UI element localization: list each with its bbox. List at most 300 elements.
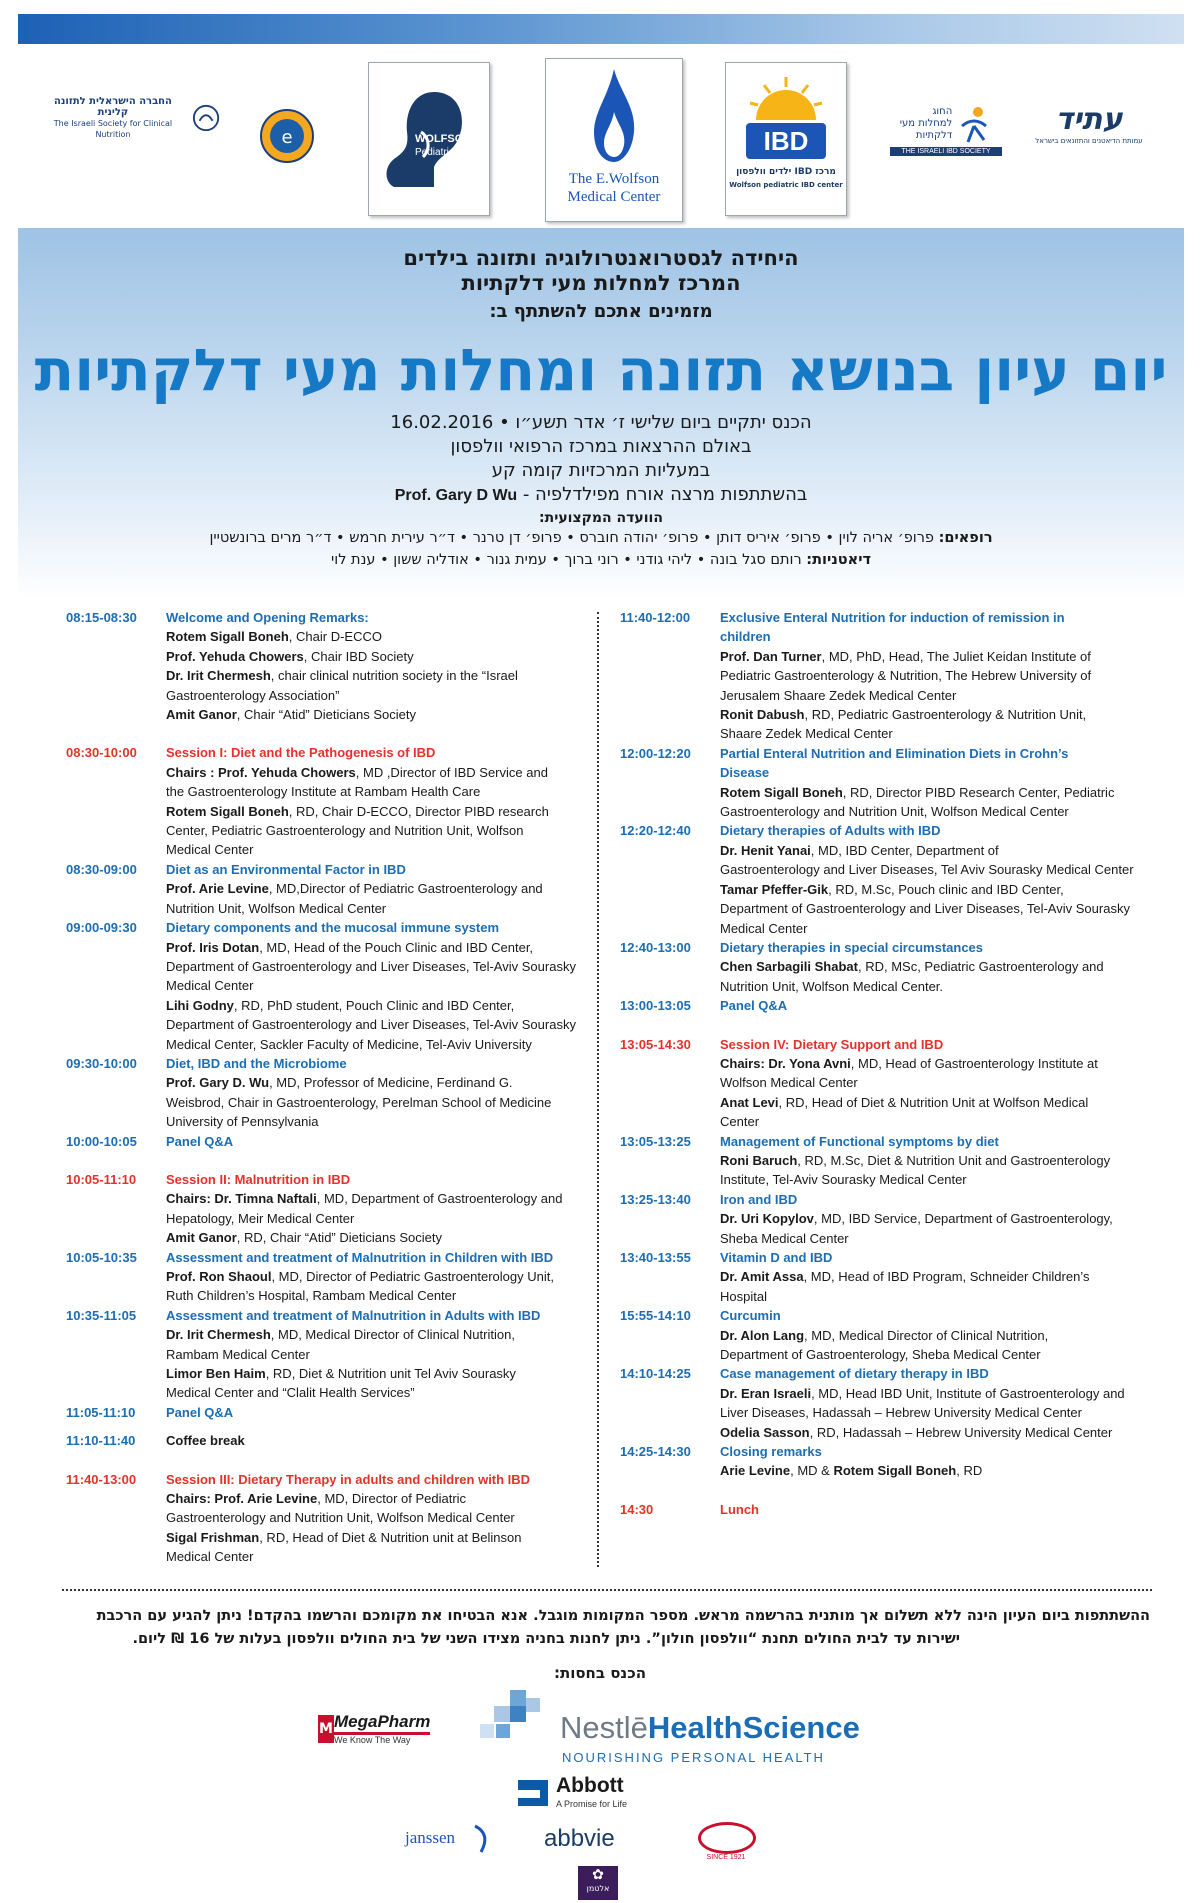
speaker-detail: Rambam Medical Center (166, 1346, 310, 1362)
speaker-name: Sigal Frishman (166, 1529, 260, 1545)
schedule-entry (66, 1431, 586, 1450)
speaker-line (166, 1325, 586, 1344)
speaker-line (720, 783, 1145, 802)
session-content (720, 744, 1145, 822)
speaker-name: Rotem Sigall Boneh (166, 629, 289, 645)
speaker-line (166, 957, 586, 976)
schedule-entry (66, 918, 586, 1054)
sun-icon (746, 75, 826, 125)
ibd-society-en: THE ISRAELI IBD SOCIETY (890, 147, 1002, 156)
running-figure-icon (956, 106, 992, 144)
speaker-detail: , MD, Head of the Pouch Clinic and IBD Center, (259, 939, 534, 955)
speaker-line (166, 1073, 586, 1092)
session-content (166, 1248, 586, 1306)
venue-line-1: באולם ההרצאות במרכז הרפואי וולפסון (450, 436, 752, 457)
session-title: Dietary components and the mucosal immune system (166, 920, 500, 936)
schedule-entry (66, 608, 586, 724)
session-time: 08:30-09:00 (66, 861, 137, 877)
speaker-line (720, 880, 1145, 899)
page-title: יום עיון בנושא תזונה ומחלות מעי דלקתיות (34, 336, 1168, 404)
speaker-detail: , MD, Medical Director of Clinical Nutrition, (270, 1327, 515, 1343)
speaker-line (166, 1547, 586, 1566)
speaker-name: Prof. Yehuda Chowers (166, 648, 304, 664)
schedule-entry (620, 1500, 1145, 1519)
session-content (720, 996, 1145, 1015)
speaker-detail: , MD,Director of Pediatric Gastroenterology and (268, 881, 543, 897)
speaker-detail: , MD, IBD Center, Department of (810, 842, 999, 858)
speaker-detail: Pediatric Gastroenterology & Nutrition, The Hebrew University of (720, 668, 1092, 684)
materna-oval (698, 1822, 756, 1854)
session-content (166, 608, 586, 724)
session-title: Session I: Diet and the Pathogenesis of IBD (166, 745, 436, 761)
abbott-mark-icon (516, 1778, 550, 1808)
speaker-detail: University of Pennsylvania (166, 1114, 319, 1130)
speaker-detail: , MD & (790, 1463, 834, 1479)
session-time: 14:10-14:25 (620, 1366, 691, 1382)
ibd-society-he2: למחלות מעי (899, 118, 953, 129)
speaker-line (166, 627, 586, 646)
session-content (166, 1403, 586, 1422)
session-title: Session IV: Dietary Support and IBD (720, 1036, 944, 1052)
janssen-name: janssen (405, 1828, 456, 1847)
speaker-detail: , RD, Pediatric Gastroenterology & Nutrition Unit, (804, 707, 1087, 723)
speaker-line (166, 976, 586, 995)
speaker-detail: Ruth Children’s Hospital, Rambam Medical Center (166, 1288, 457, 1304)
speaker-detail: Weisbrod, Chair in Gastroenterology, Perelman School of Medicine (166, 1094, 552, 1110)
atid-logo (1034, 102, 1144, 145)
schedule-entry (66, 1170, 586, 1248)
session-title: Lunch (720, 1501, 759, 1517)
logo-strip (18, 44, 1184, 228)
speaker-line (720, 1209, 1145, 1228)
schedule-entry (620, 1364, 1145, 1442)
speaker-detail: Gastroenterology and Nutrition Unit, Wolfson Medical Center (166, 1510, 515, 1526)
session-title: Diet as an Environmental Factor in IBD (166, 861, 406, 877)
speaker-line (720, 957, 1145, 976)
speaker-line (166, 1267, 586, 1286)
schedule-entry (620, 996, 1145, 1015)
session-time: 11:10-11:40 (66, 1433, 136, 1449)
speaker-detail: , RD, PhD student, Pouch Clinic and IBD Center, (233, 997, 515, 1013)
schedule-entry (66, 1054, 586, 1132)
speaker-line (720, 841, 1145, 860)
speaker-line (720, 977, 1145, 996)
wolfson-center-name: The E.Wolfson (568, 171, 660, 187)
speaker-detail: the Gastroenterology Institute at Rambam Health Care (166, 784, 481, 800)
wolfson-gi-sub: Pediatric GI (415, 147, 468, 158)
speaker-line (166, 705, 586, 724)
speaker-detail: Gastroenterology and Liver Diseases, Tel Aviv Sourasky Medical Center (720, 862, 1134, 878)
society-emblem-icon (259, 108, 315, 164)
speaker-detail: , RD, Director PIBD Research Center, Pediatric (842, 784, 1115, 800)
speaker-name: Dr. Irit Chermesh (166, 668, 271, 684)
speaker-line (166, 879, 586, 898)
speaker-line (166, 938, 586, 957)
speaker-line (166, 1508, 586, 1527)
venue-line-2: במעליות המרכזיות קומה קע (491, 460, 711, 481)
session-title: Diet, IBD and the Microbiome (166, 1055, 347, 1071)
speaker-name: Chairs: Prof. Arie Levine (166, 1491, 318, 1507)
speaker-name: Arie Levine (720, 1463, 791, 1479)
speaker-detail: Department of Gastroenterology, Sheba Medical Center (720, 1347, 1041, 1363)
ibd-center-he: מרכז IBD ילדים וולפסון (736, 167, 836, 177)
speaker-line (720, 860, 1145, 879)
speaker-line (166, 782, 586, 801)
speaker-line (720, 1054, 1145, 1073)
session-title: Assessment and treatment of Malnutrition in Adults with IBD (166, 1307, 541, 1323)
speaker-detail: , MD, Head IBD Unit, Institute of Gastroenterology and (811, 1385, 1125, 1401)
doctors-list: פרופ׳ אריה לוין • פרופ׳ איריס דותן • פרופ׳ יהודה חוברס • פרופ׳ דן טרנר • ד״ר עירית חרמש • ד״ר מרים ברונשטיין (209, 530, 934, 546)
speaker-name: Limor Ben Haim (166, 1366, 266, 1382)
session-content (720, 1190, 1145, 1248)
speaker-line (166, 686, 586, 705)
speaker-detail: Medical Center (720, 920, 808, 936)
section-gap (66, 1422, 586, 1431)
speaker-line (720, 1170, 1145, 1189)
session-content (166, 1306, 586, 1403)
speaker-detail: Department of Gastroenterology and Liver Diseases, Tel-Aviv Sourasky (166, 958, 576, 974)
materna-since: SINCE 1921 (706, 1854, 746, 1861)
session-title: Dietary therapies in special circumstances (720, 939, 984, 955)
speaker-line (720, 1267, 1145, 1286)
schedule-left-column (66, 608, 586, 1567)
session-content (166, 1170, 586, 1248)
section-gap (66, 1151, 586, 1170)
speaker-line (720, 1345, 1145, 1364)
speaker-line (166, 1286, 586, 1305)
speaker-detail: Department of Gastroenterology and Liver Diseases, Tel-Aviv Sourasky (166, 1017, 576, 1033)
speaker-name: Chen Sarbagili Shabat (720, 959, 858, 975)
speaker-name: Rotem Sigall Boneh (166, 803, 289, 819)
speaker-line (720, 705, 1145, 724)
session-content (166, 1054, 586, 1132)
megapharm-logo: M MegaPharm We Know The Way (319, 1712, 431, 1745)
session-content (720, 1248, 1145, 1306)
schedule-entry (66, 1248, 586, 1306)
speaker-detail: Department of Gastroenterology and Liver Diseases, Tel-Aviv Sourasky (720, 901, 1130, 917)
wolfson-center-sub: Medical Center (567, 189, 661, 205)
session-time: 12:00-12:20 (620, 745, 691, 761)
speaker-name: Rotem Sigall Boneh (720, 784, 843, 800)
speaker-line (166, 1189, 586, 1208)
schedule-entry (66, 743, 586, 859)
section-gap (66, 1451, 586, 1470)
session-title: Vitamin D and IBD (720, 1250, 833, 1265)
session-title: Case management of dietary therapy in IBD (720, 1366, 989, 1382)
session-content (720, 1364, 1145, 1442)
speaker-line (166, 1364, 586, 1383)
ibd-badge: IBD (746, 123, 826, 159)
session-content (166, 1431, 586, 1450)
speaker-detail: , RD, Chair D-ECCO, Director PIBD research (288, 803, 549, 819)
speaker-name: Ronit Dabush (720, 707, 805, 723)
session-content (720, 938, 1145, 996)
svg-text:e: e (281, 127, 293, 148)
schedule-entry (620, 744, 1145, 822)
speaker-line (720, 1287, 1145, 1306)
wolfson-gi-logo (368, 62, 490, 216)
session-content (166, 1132, 586, 1151)
speaker-name: Amit Ganor (166, 707, 237, 723)
schedule-entry (66, 860, 586, 918)
schedule-entry (66, 1470, 586, 1567)
speaker-detail: Medical Center, Sackler Faculty of Medicine, Tel-Aviv University (166, 1036, 532, 1052)
speaker-line (166, 1209, 586, 1228)
speaker-line (166, 666, 586, 685)
speaker-line (720, 919, 1145, 938)
section-gap (66, 724, 586, 743)
speaker-detail: Medical Center and “Clalit Health Services” (166, 1385, 415, 1401)
speaker-line (720, 1229, 1145, 1248)
session-time: 13:05-14:30 (620, 1036, 691, 1052)
session-time: 08:15-08:30 (66, 610, 137, 625)
israeli-society-en: The Israeli Society for Clinical Nutrition (53, 119, 173, 139)
flame-icon (584, 67, 644, 167)
speaker-detail: , Chair “Atid” Dieticians Society (236, 707, 416, 723)
ibd-society-he1: החוג (932, 106, 953, 117)
schedule-entry (66, 1132, 586, 1151)
speaker-detail: , Chair IBD Society (303, 648, 414, 664)
speaker-detail: , RD, Diet & Nutrition unit Tel Aviv Sourasky (265, 1366, 516, 1382)
session-time: 12:20-12:40 (620, 823, 691, 839)
altman-logo: ✿ אלטמן (578, 1866, 618, 1900)
speaker-name: Roni Baruch (720, 1152, 798, 1168)
speaker-line (166, 1093, 586, 1112)
speaker-line (720, 647, 1145, 666)
session-content (166, 1470, 586, 1567)
speaker-detail: Hepatology, Meir Medical Center (166, 1210, 355, 1226)
speaker-detail: , RD, Head of Diet & Nutrition Unit at Wolfson Medical (778, 1094, 1089, 1110)
israeli-society-he: החברה הישראלית לתזונה קלינית (53, 96, 172, 118)
schedule-entry (620, 938, 1145, 996)
speaker-line (166, 1015, 586, 1034)
abbott-tag: A Promise for Life (556, 1799, 628, 1809)
speaker-line (720, 1151, 1145, 1170)
speaker-name: Chairs : Prof. Yehuda Chowers (166, 764, 356, 780)
speaker-name: Dr. Amit Assa (720, 1269, 804, 1285)
session-time: 13:05-13:25 (620, 1133, 691, 1149)
session-time: 13:25-13:40 (620, 1191, 691, 1207)
nestle-name: Nestlē (560, 1710, 648, 1745)
speaker-line (166, 840, 586, 859)
schedule-entry (620, 1132, 1145, 1190)
schedule-entry (66, 1403, 586, 1422)
speaker-line (166, 821, 586, 840)
session-title: Panel Q&A (166, 1404, 234, 1420)
speaker-detail: Institute, Tel-Aviv Sourasky Medical Center (720, 1172, 967, 1188)
nestle-healthscience: HealthScience (647, 1710, 860, 1745)
speaker-detail: Wolfson Medical Center (720, 1075, 858, 1091)
session-time: 10:35-11:05 (66, 1307, 137, 1323)
session-content (720, 1132, 1145, 1190)
speaker-line (720, 1423, 1145, 1442)
speaker-line (166, 899, 586, 918)
megapharm-name: MegaPharm (334, 1712, 430, 1735)
session-title: Welcome and Opening Remarks: (166, 610, 369, 625)
session-title: Management of Functional symptoms by diet (720, 1133, 999, 1149)
speaker-line (166, 1035, 586, 1054)
session-time: 09:00-09:30 (66, 920, 137, 936)
session-title: Dietary therapies of Adults with IBD (720, 823, 941, 839)
speaker-line (166, 1228, 586, 1247)
schedule-entry (620, 1035, 1145, 1132)
speaker-detail: , RD (956, 1463, 983, 1479)
speaker-line (720, 1112, 1145, 1131)
session-title-cont: Disease (720, 765, 770, 781)
abbvie-logo: abbvie (544, 1825, 615, 1852)
session-title: Session II: Malnutrition in IBD (166, 1171, 351, 1187)
doctors-label: רופאים: (938, 530, 993, 546)
session-time: 14:25-14:30 (620, 1444, 691, 1460)
guest-line (18, 484, 1184, 505)
speaker-line (720, 1093, 1145, 1112)
wolfson-gi-name: WOLFSON (415, 133, 472, 145)
speaker-detail: , MD, Director of Pediatric (317, 1491, 467, 1507)
speaker-detail: Gastroenterology Association” (166, 687, 340, 703)
speaker-line (720, 1073, 1145, 1092)
schedule-right-column (620, 608, 1145, 1519)
speaker-line (166, 647, 586, 666)
speaker-detail: , MD, Department of Gastroenterology and (316, 1191, 563, 1207)
speaker-detail: Hospital (720, 1288, 767, 1304)
schedule-entry (66, 1306, 586, 1403)
speaker-detail: , MD, Head of Gastroenterology Institute at (850, 1055, 1098, 1071)
speaker-detail: Nutrition Unit, Wolfson Medical Center (166, 900, 387, 916)
dietitians-line (18, 552, 1184, 568)
footer-divider (62, 1589, 1152, 1591)
speaker-name: Dr. Henit Yanai (720, 842, 811, 858)
ibd-center-logo (725, 62, 847, 216)
speaker-line (720, 899, 1145, 918)
session-content (720, 1035, 1145, 1132)
speaker-detail: , RD, Chair “Atid” Dieticians Society (236, 1230, 442, 1246)
session-time: 10:00-10:05 (66, 1133, 137, 1149)
session-time: 11:40-13:00 (66, 1471, 137, 1487)
guest-he: בהשתתפות מרצה אורח מפילדלפיה - (522, 484, 808, 505)
altman-name: אלטמן (586, 1884, 610, 1893)
speaker-name: Dr. Irit Chermesh (166, 1327, 271, 1343)
column-divider (597, 612, 599, 1567)
speaker-line (166, 996, 586, 1015)
janssen-swoosh-icon (471, 1824, 493, 1854)
janssen-logo (405, 1828, 505, 1868)
registration-line-1: ההשתתפות ביום העיון הינה ללא תשלום אך מותנית בהרשמה מראש. מספר המקומות מוגבל. אנא הבטיחו את מקומכם והרשמו בהקדם! ניתן להגיע עם הרכבת (96, 1608, 1150, 1624)
speaker-line (166, 1345, 586, 1364)
schedule-entry (620, 1190, 1145, 1248)
session-title: Session III: Dietary Therapy in adults and children with IBD (166, 1471, 531, 1487)
speaker-detail: , RD, M.Sc, Diet & Nutrition Unit and Gastroenterology (797, 1152, 1111, 1168)
speaker-detail: , RD, M.Sc, Pouch clinic and IBD Center, (828, 881, 1064, 897)
speaker-detail: , Chair D-ECCO (288, 629, 382, 645)
top-banner-bar (18, 14, 1184, 44)
session-content (720, 1306, 1145, 1364)
atid-name: עתיד (1055, 102, 1123, 137)
speaker-detail: Medical Center (166, 978, 254, 994)
schedule-entry (620, 1306, 1145, 1364)
speaker-line (720, 686, 1145, 705)
speaker-name: Prof. Ron Shaoul (166, 1269, 272, 1284)
session-time: 14:30 (620, 1501, 654, 1517)
session-title: Iron and IBD (720, 1191, 798, 1207)
speaker-line (720, 1384, 1145, 1403)
speaker-detail: Center, Pediatric Gastroenterology and Nutrition Unit, Wolfson (166, 823, 524, 839)
session-title: Assessment and treatment of Malnutrition in Children with IBD (166, 1249, 554, 1265)
session-time: 10:05-11:10 (66, 1171, 137, 1187)
speaker-detail: , MD, Director of Pediatric Gastroenterology Unit, (271, 1269, 554, 1284)
session-title: Coffee break (166, 1433, 245, 1449)
speaker-line (720, 1326, 1145, 1345)
session-content (720, 1442, 1145, 1481)
dietitians-label: דיאטניות: (806, 552, 871, 568)
speaker-detail: Shaare Zedek Medical Center (720, 726, 893, 742)
sponsor-label: הכנס בחסות: (553, 1664, 647, 1682)
speaker-detail: Sheba Medical Center (720, 1230, 849, 1246)
session-time: 11:05-11:10 (66, 1404, 136, 1420)
session-content (720, 608, 1145, 744)
schedule-entry (620, 1248, 1145, 1306)
clinical-nutrition-icon (192, 103, 220, 133)
speaker-detail: Jerusalem Shaare Zedek Medical Center (720, 687, 957, 703)
unit-name: היחידה לגסטרואנטרולוגיה ותזונה בילדים (403, 246, 799, 270)
cube-icon (480, 1690, 560, 1760)
session-title: Panel Q&A (720, 998, 788, 1014)
speaker-name: Chairs: Dr. Yona Avni (720, 1055, 851, 1071)
registration-line-2: ישירות עד לבית החולים תחנת “וולפסון חולון”. ניתן לחנות בחניה מצידו השני של בית החולים וולפסון בעלות של 16 ₪ ליום. (132, 1631, 960, 1647)
session-title-cont: children (720, 629, 771, 645)
guest-en: Prof. Gary D Wu (394, 487, 518, 504)
megapharm-tag: We Know The Way (334, 1735, 411, 1745)
speaker-name: Chairs: Dr. Timna Naftali (166, 1191, 317, 1207)
ibd-center-en: Wolfson pediatric IBD center (729, 181, 843, 189)
schedule-entry (620, 1442, 1145, 1481)
speaker-detail: Nutrition Unit, Wolfson Medical Center. (720, 978, 944, 994)
ibd-society-he3: דלקתיות (915, 130, 953, 141)
session-content (720, 1500, 1145, 1519)
speaker-line (720, 724, 1145, 743)
session-title: Partial Enteral Nutrition and Elimination Diets in Crohn’s (720, 745, 1069, 761)
session-title: Exclusive Enteral Nutrition for induction of remission in (720, 610, 1065, 625)
speaker-line (166, 763, 586, 782)
session-title: Panel Q&A (166, 1133, 234, 1149)
speaker-name: Prof. Dan Turner (720, 648, 822, 664)
session-content (166, 860, 586, 918)
section-gap (620, 1016, 1145, 1035)
speaker-detail: , RD, MSc, Pediatric Gastroenterology and (857, 959, 1104, 975)
speaker-name: Anat Levi (720, 1094, 779, 1110)
israeli-society-logo (40, 96, 220, 140)
session-time: 12:40-13:00 (620, 939, 691, 955)
nestle-tagline: NOURISHING PERSONAL HEALTH (562, 1750, 825, 1765)
speaker-name: Odelia Sasson (720, 1424, 810, 1440)
speaker-line (166, 1528, 586, 1547)
speaker-line (720, 802, 1145, 821)
speaker-line (166, 1112, 586, 1131)
speaker-line (166, 1489, 586, 1508)
session-time: 11:40-12:00 (620, 610, 691, 625)
session-title: Curcumin (720, 1308, 781, 1324)
session-time: 08:30-10:00 (66, 745, 137, 761)
speaker-detail: , MD ,Director of IBD Service and (355, 764, 548, 780)
header-section (18, 228, 1184, 600)
speaker-line (720, 1461, 1145, 1480)
speaker-name: Amit Ganor (166, 1230, 237, 1246)
abbott-logo (516, 1774, 656, 1814)
speaker-detail: Center (720, 1114, 760, 1130)
speaker-detail: , MD, IBD Service, Department of Gastroenterology, (813, 1211, 1113, 1227)
speaker-detail: , chair clinical nutrition society in the “Israel (270, 668, 518, 684)
session-time: 09:30-10:00 (66, 1055, 137, 1071)
speaker-name: Prof. Arie Levine (166, 881, 269, 897)
